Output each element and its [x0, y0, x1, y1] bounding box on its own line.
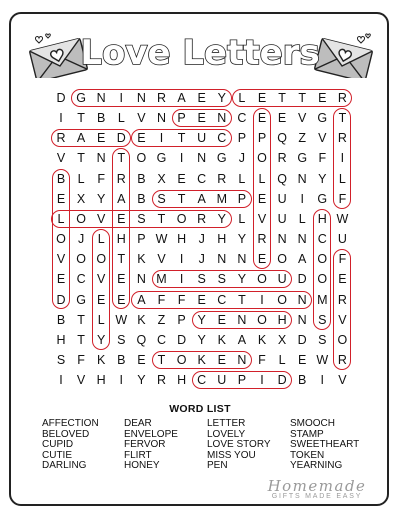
grid-letter: R [56, 131, 66, 146]
grid-letter: O [56, 232, 66, 247]
grid-letter: B [56, 171, 66, 186]
grid-letter: O [136, 151, 147, 166]
grid-letter: A [177, 91, 186, 105]
grid-letter: G [156, 151, 167, 166]
grid-letter: N [297, 171, 307, 186]
grid-letter: E [177, 171, 186, 186]
word-list-item: TOKEN [290, 449, 325, 461]
grid-letter: B [117, 352, 126, 367]
grid-letter: S [157, 191, 166, 206]
grid-letter: L [97, 312, 105, 327]
grid-letter: E [257, 252, 267, 267]
grid-letter: U [217, 373, 227, 388]
word-list-column [124, 419, 178, 472]
grid-letter: C [197, 373, 207, 388]
grid-letter: I [119, 91, 124, 105]
grid-letter: K [137, 252, 146, 267]
grid-letter: N [277, 232, 287, 247]
grid-letter: F [338, 191, 347, 206]
grid-letter: S [318, 312, 327, 327]
grid-letter: V [76, 373, 86, 388]
word-list-item: LOVE STORY [207, 439, 271, 451]
grid-letter: V [97, 211, 106, 226]
grid-letter: K [217, 332, 226, 347]
grid-letter: T [77, 312, 85, 327]
grid-letter: Y [197, 312, 206, 327]
grid-letter: N [96, 91, 106, 105]
grid-letter: N [136, 91, 146, 105]
grid-letter: E [257, 111, 267, 126]
grid-letter: R [337, 131, 347, 146]
grid-letter: K [257, 332, 267, 347]
grid-letter: O [317, 272, 328, 287]
grid-letter: E [137, 131, 146, 146]
word-list-item: CUTIE [42, 449, 72, 461]
grid-letter: F [157, 292, 166, 307]
grid-letter: A [117, 191, 126, 206]
grid-letter: N [217, 111, 227, 126]
grid-letter: Q [277, 131, 287, 146]
grid-letter: T [77, 151, 85, 166]
grid-letter: R [116, 171, 126, 186]
grid-letter: K [197, 352, 206, 367]
grid-letter: T [278, 91, 286, 105]
grid-letter: V [56, 151, 66, 166]
grid-letter: C [156, 332, 167, 347]
grid-letter: H [177, 373, 187, 388]
grid-letter: K [137, 312, 146, 327]
grid-letter: D [297, 332, 307, 347]
grid-letter: E [117, 272, 126, 287]
grid-letter: V [298, 111, 307, 126]
grid-letter: A [76, 131, 86, 146]
grid-letter: T [298, 91, 306, 105]
grid-letter: U [277, 272, 287, 287]
grid-letter: D [56, 91, 66, 105]
grid-letter: T [117, 151, 126, 166]
word-list-item: FERVOR [124, 439, 166, 451]
grid-letter: R [257, 232, 267, 247]
title-text: Love Letters [80, 33, 320, 73]
grid-letter: E [217, 312, 226, 327]
grid-letter: S [217, 272, 226, 287]
grid-letter: V [97, 272, 106, 287]
grid-letter: V [338, 312, 347, 327]
grid-letter: F [177, 292, 186, 307]
grid-letter: V [257, 211, 267, 226]
word-list-item: DEAR [124, 418, 152, 429]
grid-letter: C [317, 232, 327, 247]
grid-letter: I [179, 151, 184, 166]
grid-letter: I [260, 292, 264, 307]
grid-letter: J [77, 232, 85, 247]
grid-letter: O [277, 252, 287, 267]
grid-letter: I [340, 151, 345, 166]
grid-letter: R [337, 91, 347, 105]
grid-letter: O [257, 151, 267, 166]
grid-letter: W [155, 232, 168, 247]
grid-letter: N [197, 151, 207, 166]
grid-letter: E [257, 191, 267, 206]
grid-letter: A [137, 292, 146, 307]
grid-letter: Y [217, 211, 226, 226]
grid-letter: N [136, 272, 146, 287]
grid-letter: T [157, 352, 166, 367]
grid-letter: S [197, 272, 206, 287]
grid-letter: T [177, 131, 186, 146]
word-list-item: FLIRT [124, 449, 152, 461]
word-list-column [207, 419, 271, 472]
grid-letter: V [56, 252, 66, 267]
grid-letter: E [338, 272, 347, 287]
grid-letter: V [338, 373, 347, 388]
grid-letter: C [197, 171, 207, 186]
word-list-item: AFFECTION [42, 418, 99, 429]
grid-letter: L [117, 111, 125, 126]
grid-letter: M [156, 272, 167, 287]
grid-letter: F [77, 352, 85, 367]
grid-letter: O [277, 292, 287, 307]
word-list-heading: WORD LIST [169, 403, 231, 415]
grid-letter: P [177, 312, 186, 327]
grid-letter: O [76, 211, 86, 226]
grid-letter: N [217, 252, 227, 267]
found-word-circle [92, 229, 110, 350]
grid-letter: H [277, 312, 287, 327]
grid-letter: T [338, 111, 347, 126]
grid-letter: O [96, 252, 107, 267]
grid-letter: H [56, 332, 66, 347]
grid-letter: D [277, 373, 287, 388]
grid-letter: N [297, 292, 307, 307]
grid-letter: N [237, 312, 247, 327]
word-list-item: CUPID [42, 439, 74, 451]
grid-letter: I [119, 373, 124, 388]
grid-letter: E [197, 111, 206, 126]
grid-letter: L [278, 352, 286, 367]
grid-letter: F [338, 252, 347, 267]
grid-letter: B [298, 373, 307, 388]
word-list-item: STAMP [290, 428, 324, 440]
grid-letter: G [76, 292, 86, 307]
word-list-item: LOVELY [207, 428, 246, 440]
grid-letter: C [217, 292, 227, 307]
grid-letter: F [258, 352, 266, 367]
grid-letter: A [237, 332, 247, 347]
grid-letter: C [217, 131, 227, 146]
grid-letter: T [77, 111, 85, 126]
found-word-circle [313, 209, 331, 330]
grid-letter: H [116, 232, 126, 247]
grid-letter: Y [237, 272, 247, 287]
grid-letter: S [56, 352, 66, 367]
grid-letter: L [258, 171, 266, 186]
grid-letter: D [297, 272, 307, 287]
grid-letter: W [316, 352, 329, 367]
grid-letter: J [198, 252, 205, 267]
grid-letter: B [97, 111, 106, 126]
grid-letter: G [317, 111, 328, 126]
grid-letter: E [257, 91, 267, 105]
grid-letter: O [176, 352, 187, 367]
grid-letter: L [238, 171, 246, 186]
grid-letter: O [337, 332, 348, 347]
grid-letter: T [177, 191, 186, 206]
found-word-circle [333, 249, 351, 370]
grid-letter: R [156, 373, 167, 388]
grid-letter: Y [97, 191, 106, 206]
grid-letter: R [197, 211, 207, 226]
grid-letter: X [76, 191, 86, 206]
grid-letter: K [97, 352, 106, 367]
word-list-item: HONEY [124, 460, 160, 472]
grid-letter: H [96, 373, 106, 388]
grid-letter: I [59, 111, 63, 126]
grid-letter: E [56, 272, 66, 287]
grid-letter: E [97, 292, 106, 307]
grid-letter: A [298, 252, 307, 267]
grid-letter: I [59, 373, 63, 388]
grid-letter: Q [136, 332, 147, 347]
grid-letter: U [277, 191, 287, 206]
grid-letter: E [318, 91, 327, 105]
grid-letter: R [156, 91, 167, 105]
grid-letter: Y [137, 373, 146, 388]
grid-letter: E [117, 211, 126, 226]
grid-letter: R [337, 352, 347, 367]
grid-letter: J [238, 151, 246, 166]
grid-letter: F [318, 151, 327, 166]
grid-letter: R [337, 292, 347, 307]
grid-letter: B [137, 171, 146, 186]
grid-letter: P [237, 191, 247, 206]
word-list-item: DARLING [42, 460, 87, 472]
grid-letter: E [298, 352, 307, 367]
grid-letter: I [320, 373, 325, 388]
grid-letter: M [317, 292, 328, 307]
word-list-column [290, 419, 359, 472]
grid-letter: B [137, 191, 146, 206]
word-list-item: LETTER [207, 418, 246, 429]
grid-letter: T [77, 332, 85, 347]
grid-letter: Q [277, 171, 287, 186]
grid-letter: L [97, 232, 105, 247]
grid-letter: O [76, 252, 86, 267]
grid-letter: G [317, 191, 328, 206]
grid-letter: F [97, 171, 105, 186]
grid-letter: T [157, 211, 166, 226]
grid-letter: D [177, 332, 187, 347]
grid-letter: P [237, 131, 247, 146]
word-list-column [42, 419, 99, 472]
grid-letter: L [77, 171, 85, 186]
grid-letter: I [159, 131, 164, 146]
grid-letter: V [318, 131, 327, 146]
grid-letter: A [197, 191, 206, 206]
grid-letter: E [137, 352, 146, 367]
grid-letter: G [216, 151, 227, 166]
brand-logo [252, 477, 382, 500]
grid-letter: I [179, 272, 184, 287]
grid-letter: S [318, 332, 327, 347]
grid-letter: S [117, 332, 126, 347]
grid-letter: I [260, 373, 264, 388]
grid-letter: G [297, 151, 308, 166]
word-list-item: SMOOCH [290, 418, 335, 429]
grid-letter: E [197, 91, 206, 105]
word-list-item: PEN [207, 460, 228, 472]
grid-letter: H [177, 232, 187, 247]
grid-letter: L [238, 91, 246, 105]
grid-letter: L [298, 211, 306, 226]
grid-letter: Y [318, 171, 327, 186]
word-list-item: ENVELOPE [124, 428, 178, 440]
grid-letter: D [56, 292, 66, 307]
word-list-item: BELOVED [42, 428, 90, 440]
grid-letter: O [257, 272, 267, 287]
grid-letter: I [179, 252, 184, 267]
brand-name: Homemade [267, 477, 367, 495]
grid-letter: D [116, 131, 126, 146]
grid-letter: E [197, 292, 206, 307]
grid-letter: Z [298, 131, 306, 146]
grid-letter: V [157, 252, 166, 267]
grid-letter: X [277, 332, 287, 347]
grid-letter: U [277, 211, 287, 226]
grid-letter: E [97, 131, 106, 146]
brand-tagline: GIFTS MADE EASY [271, 493, 363, 500]
grid-letter: I [300, 191, 304, 206]
grid-letter: N [297, 312, 307, 327]
grid-letter: C [237, 111, 247, 126]
grid-letter: H [317, 211, 327, 226]
grid-letter: E [117, 292, 126, 307]
grid-letter: E [217, 352, 226, 367]
grid-letter: V [137, 111, 146, 126]
word-list-item: SWEETHEART [290, 439, 360, 451]
grid-letter: E [56, 191, 66, 206]
grid-letter: Y [97, 332, 106, 347]
grid-letter: N [96, 151, 106, 166]
grid-letter: L [238, 211, 246, 226]
grid-letter: H [217, 232, 227, 247]
grid-letter: S [137, 211, 146, 226]
grid-letter: P [177, 111, 186, 126]
grid-letter: O [257, 312, 267, 327]
grid-letter: T [117, 252, 126, 267]
grid-letter: R [277, 151, 287, 166]
grid-letter: N [297, 232, 307, 247]
grid-letter: N [237, 252, 247, 267]
grid-letter: P [237, 373, 247, 388]
grid-letter: C [76, 272, 86, 287]
grid-letter: T [238, 292, 246, 307]
grid-letter: G [76, 91, 86, 105]
grid-letter: U [337, 232, 347, 247]
grid-letter: O [317, 252, 328, 267]
grid-letter: X [157, 171, 166, 186]
word-list-item: MISS YOU [207, 449, 256, 461]
grid-letter: O [176, 211, 187, 226]
grid-letter: L [57, 211, 65, 226]
grid-letter: J [198, 232, 205, 247]
grid-letter: E [277, 111, 287, 126]
grid-letter: Z [157, 312, 166, 327]
grid-letter: U [197, 131, 207, 146]
grid-letter: M [216, 191, 227, 206]
grid-letter: Y [197, 332, 206, 347]
grid-letter: Y [217, 91, 226, 105]
grid-letter: W [115, 312, 128, 327]
grid-letter: R [217, 171, 227, 186]
grid-letter: N [156, 111, 167, 126]
grid-letter: Y [237, 232, 247, 247]
grid-letter: P [257, 131, 267, 146]
grid-letter: W [336, 211, 349, 226]
grid-letter: B [56, 312, 66, 327]
word-list-item: YEARNING [290, 460, 343, 472]
grid-letter: L [338, 171, 346, 186]
grid-letter: N [237, 352, 247, 367]
grid-letter: P [137, 232, 146, 247]
